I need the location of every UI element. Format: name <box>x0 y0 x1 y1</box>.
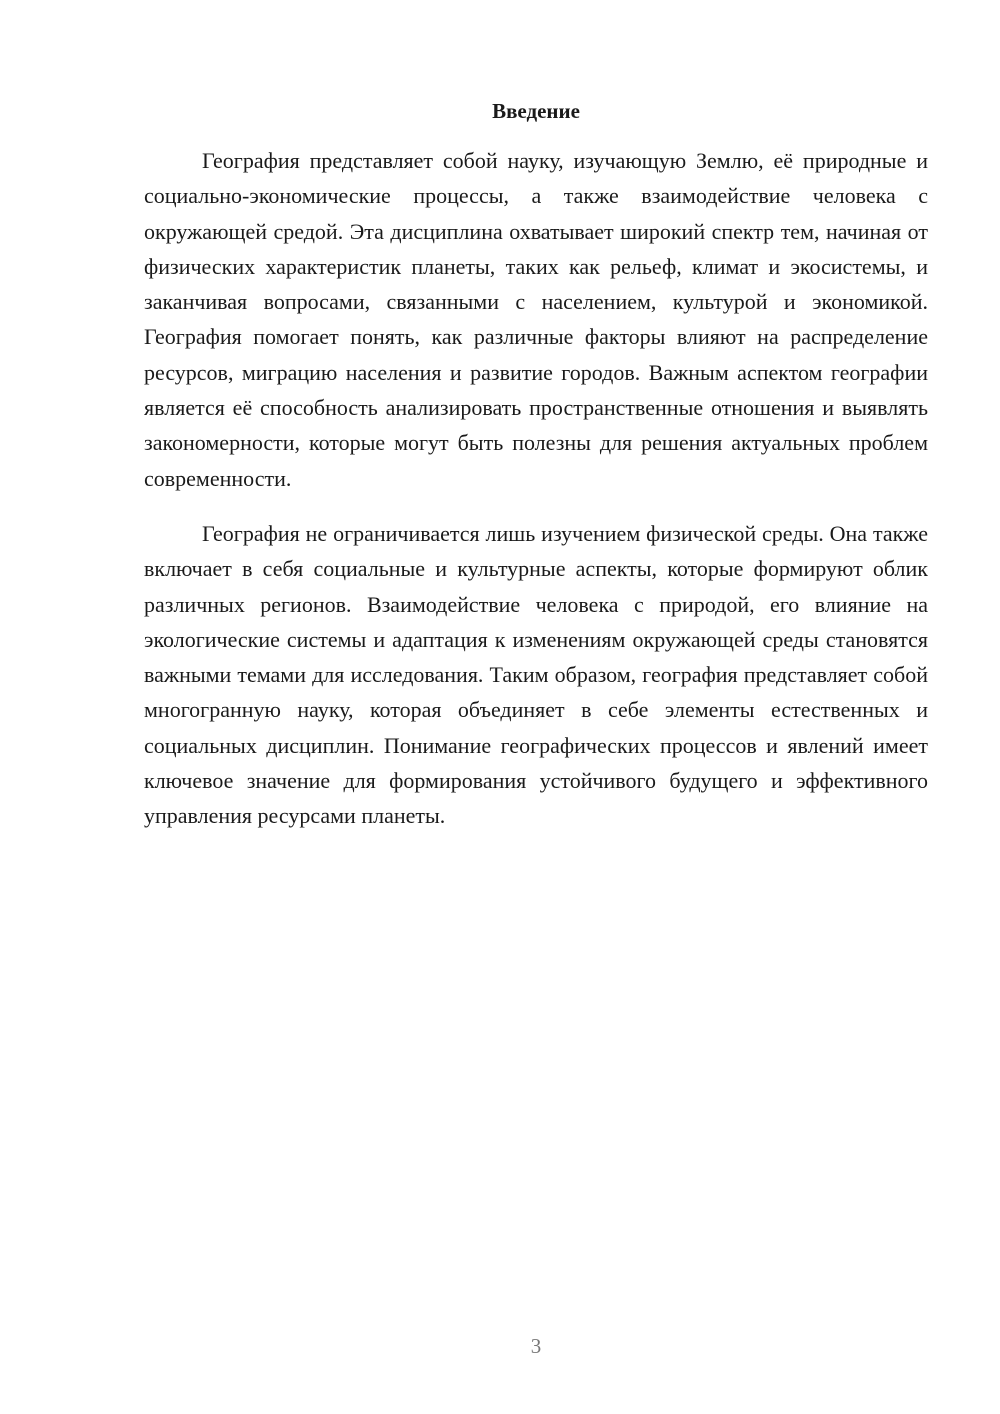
section-heading: Введение <box>492 99 580 123</box>
paragraph-1: География представляет собой науку, изучающую Землю, её природные и социально-экономические процессы, а также взаимодействие человека с окружающей средой. Эта дисциплина охватывает широкий спектр тем, начиная от физических характеристик планеты, таких как рельеф, климат и экосистемы, и заканчивая вопросами, связанными с населением, культурой и экономикой. География помогает понять, как различные факторы влияют на распределение ресурсов, миграцию населения и развитие городов. Важным аспектом географии является её способность анализировать пространственные отношения и выявлять закономерности, которые могут быть полезны для решения актуальных проблем современности. <box>144 148 928 491</box>
body-text <box>144 143 928 834</box>
paragraph-2: География не ограничивается лишь изучением физической среды. Она также включает в себя социальные и культурные аспекты, которые формируют облик различных регионов. Взаимодействие человека с природой, его влияние на экологические системы и адаптация к изменениям окружающей среды становятся важными темами для исследования. Таким образом, география представляет собой многогранную науку, которая объединяет в себе элементы естественных и социальных дисциплин. Понимание географических процессов и явлений имеет ключевое значение для формирования устойчивого будущего и эффективного управления ресурсами планеты. <box>144 520 928 829</box>
page-number: 3 <box>530 1334 542 1358</box>
